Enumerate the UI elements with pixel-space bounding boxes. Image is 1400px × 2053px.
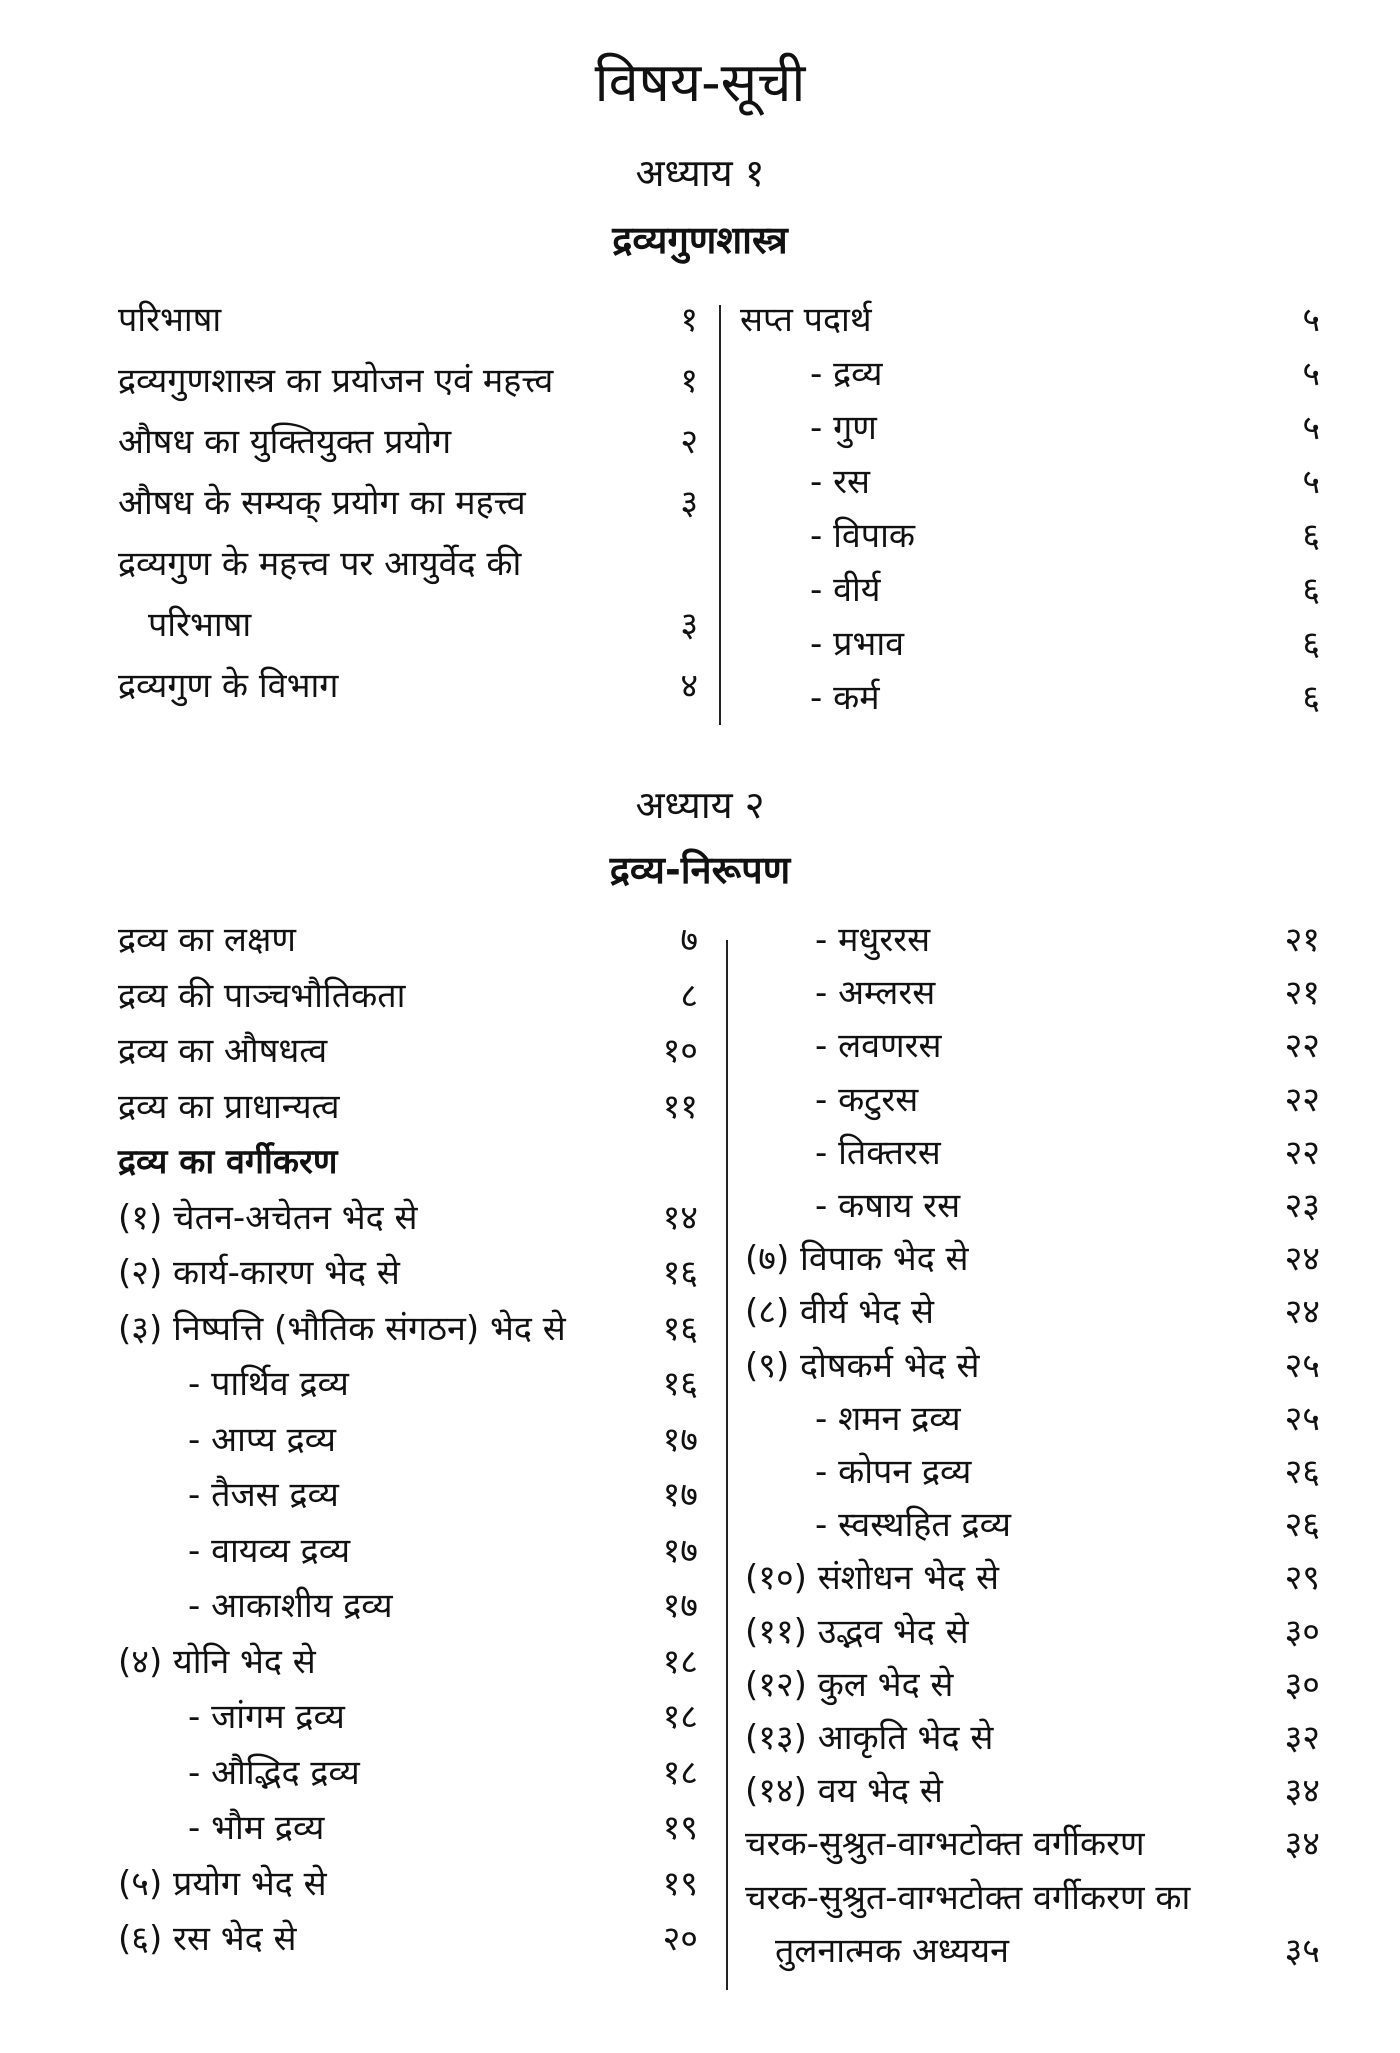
chapter-2-column-divider xyxy=(726,940,728,1990)
toc-entry xyxy=(118,1857,698,1911)
toc-entry-page: २६ xyxy=(1284,1505,1320,1546)
chapter-1-right-column xyxy=(740,293,1320,733)
toc-entry-page: ३४ xyxy=(1284,1771,1320,1812)
toc-entry-title: - विपाक xyxy=(810,516,916,556)
toc-entry xyxy=(118,1080,698,1134)
toc-entry-title: द्रव्य की पाञ्चभौतिकता xyxy=(118,975,406,1016)
toc-entry xyxy=(118,1357,698,1411)
toc-entry-page: १४ xyxy=(662,1197,698,1238)
toc-entry-title: - गुण xyxy=(810,408,877,448)
toc-entry-title: (११) उद्भव भेद से xyxy=(745,1611,969,1652)
toc-entry-page: २४ xyxy=(1284,1239,1320,1280)
toc-entry xyxy=(745,1285,1320,1339)
toc-entry-page: २२ xyxy=(1284,1026,1320,1067)
toc-entry-title: - आकाशीय द्रव्य xyxy=(188,1586,393,1626)
toc-entry-page: १८ xyxy=(662,1752,698,1793)
toc-entry xyxy=(745,1179,1320,1233)
toc-entry-title: - वीर्य xyxy=(810,570,881,610)
toc-entry-title: (२) कार्य-कारण भेद से xyxy=(118,1253,400,1293)
toc-entry-title: (४) योनि भेद से xyxy=(118,1641,316,1682)
toc-entry-page: ३ xyxy=(680,605,698,645)
toc-entry xyxy=(118,1135,698,1189)
toc-entry-page: ६ xyxy=(1302,516,1320,556)
toc-entry xyxy=(745,913,1320,967)
toc-entry xyxy=(118,1524,698,1578)
toc-entry-page: २१ xyxy=(1284,920,1320,960)
toc-entry xyxy=(118,1912,698,1966)
toc-entry-title: (८) वीर्य भेद से xyxy=(745,1292,935,1333)
toc-entry-title: - आप्य द्रव्य xyxy=(188,1419,336,1460)
toc-entry-page: १९ xyxy=(662,1863,698,1904)
toc-entry-page: २१ xyxy=(1284,973,1320,1014)
toc-entry-page: ७ xyxy=(680,920,698,960)
toc-entry-page: २ xyxy=(680,422,698,462)
toc-entry-page: ६ xyxy=(1302,570,1320,610)
toc-entry-page: १० xyxy=(662,1031,698,1071)
toc-entry xyxy=(740,617,1320,671)
toc-entry xyxy=(745,1126,1320,1180)
toc-entry-page: ११ xyxy=(662,1086,698,1127)
page-title: विषय-सूची xyxy=(594,51,806,114)
toc-entry-title: (३) निष्पत्ति (भौतिक संगठन) भेद से xyxy=(118,1308,566,1349)
toc-entry-page: २३ xyxy=(1284,1186,1320,1226)
toc-entry xyxy=(118,659,698,713)
toc-entry-page: २० xyxy=(662,1919,698,1959)
toc-entry-title: - वायव्य द्रव्य xyxy=(188,1530,351,1571)
toc-entry-title: - रस xyxy=(810,462,870,502)
toc-entry-title: - पार्थिव द्रव्य xyxy=(188,1364,349,1404)
toc-entry-page: २२ xyxy=(1284,1132,1320,1173)
toc-entry xyxy=(745,1605,1320,1659)
toc-entry xyxy=(745,1392,1320,1446)
toc-entry xyxy=(745,1871,1320,1925)
toc-entry xyxy=(740,671,1320,725)
toc-entry xyxy=(740,401,1320,455)
toc-entry-title: (६) रस भेद से xyxy=(118,1919,297,1959)
toc-entry-page: ३० xyxy=(1284,1611,1320,1652)
toc-entry-title: द्रव्य का औषधत्व xyxy=(118,1031,328,1071)
toc-entry-title: - द्रव्य xyxy=(810,354,883,394)
chapter-1-column-divider xyxy=(719,305,721,725)
toc-entry xyxy=(118,1246,698,1300)
toc-entry-title: - लवणरस xyxy=(815,1026,942,1067)
toc-entry xyxy=(118,598,698,652)
toc-entry xyxy=(118,1579,698,1633)
toc-entry xyxy=(118,537,698,591)
toc-entry-page: ५ xyxy=(1302,300,1320,340)
toc-entry xyxy=(118,1191,698,1245)
toc-entry-title: - कटुरस xyxy=(815,1079,919,1120)
chapter-1-label: अध्याय १ xyxy=(635,151,765,195)
toc-entry-title: द्रव्यगुणशास्त्र का प्रयोजन एवं महत्त्व xyxy=(118,361,554,401)
toc-entry-page: १६ xyxy=(662,1364,698,1404)
toc-entry-page: ३४ xyxy=(1284,1824,1320,1865)
toc-entry-title: - स्वस्थहित द्रव्य xyxy=(815,1505,1011,1546)
toc-entry-title: (७) विपाक भेद से xyxy=(745,1239,969,1280)
toc-entry xyxy=(740,563,1320,617)
toc-entry-page: ५ xyxy=(1302,354,1320,394)
toc-entry xyxy=(118,1801,698,1855)
toc-entry xyxy=(118,1746,698,1800)
chapter-1-title: द्रव्यगुणशास्त्र xyxy=(612,218,788,262)
toc-entry-page: २५ xyxy=(1284,1345,1320,1386)
toc-entry-title: द्रव्य का लक्षण xyxy=(118,920,296,960)
toc-entry-title: (१४) वय भेद से xyxy=(745,1771,943,1812)
toc-entry-page: ३५ xyxy=(1284,1930,1320,1971)
toc-entry xyxy=(740,509,1320,563)
toc-entry xyxy=(118,1413,698,1467)
toc-entry-page: ३० xyxy=(1284,1664,1320,1705)
toc-entry-page: १७ xyxy=(662,1475,698,1515)
toc-entry-title: परिभाषा xyxy=(148,605,252,645)
toc-entry xyxy=(745,1764,1320,1818)
toc-entry xyxy=(745,966,1320,1020)
toc-entry-page: ६ xyxy=(1302,678,1320,718)
toc-entry xyxy=(118,1690,698,1744)
toc-entry-page: १७ xyxy=(662,1530,698,1571)
toc-entry-page: २६ xyxy=(1284,1452,1320,1492)
toc-entry-title: (१२) कुल भेद से xyxy=(745,1664,954,1705)
toc-entry-title: द्रव्य का प्राधान्यत्व xyxy=(118,1086,340,1127)
toc-entry xyxy=(740,455,1320,509)
toc-entry-title: द्रव्य का वर्गीकरण xyxy=(118,1142,338,1182)
toc-entry-title: - कोपन द्रव्य xyxy=(815,1452,972,1492)
toc-entry-page: १८ xyxy=(662,1697,698,1737)
toc-entry xyxy=(745,1498,1320,1552)
toc-entry xyxy=(745,1551,1320,1605)
toc-entry-title: चरक-सुश्रुत-वाग्भटोक्त वर्गीकरण का xyxy=(745,1877,1191,1918)
toc-entry xyxy=(745,1711,1320,1765)
toc-entry xyxy=(118,293,698,347)
toc-entry-title: - औद्भिद द्रव्य xyxy=(188,1752,360,1793)
toc-entry-page: १८ xyxy=(662,1641,698,1682)
toc-entry xyxy=(118,354,698,408)
toc-entry xyxy=(745,1232,1320,1286)
toc-entry-page: १ xyxy=(680,300,698,340)
toc-entry xyxy=(740,347,1320,401)
toc-entry-title: - जांगम द्रव्य xyxy=(188,1697,345,1737)
toc-entry xyxy=(745,1658,1320,1712)
toc-entry xyxy=(745,1073,1320,1127)
toc-entry-page: १७ xyxy=(662,1419,698,1460)
toc-entry-title: (१३) आकृति भेद से xyxy=(745,1718,994,1758)
toc-entry-page: १७ xyxy=(662,1586,698,1626)
toc-entry-page: १ xyxy=(680,361,698,401)
chapter-2-left-column xyxy=(118,913,698,1973)
toc-entry-title: औषध का युक्तियुक्त प्रयोग xyxy=(118,422,452,462)
toc-entry-title: सप्त पदार्थ xyxy=(740,300,872,340)
toc-entry xyxy=(745,1817,1320,1871)
toc-entry-title: - मधुररस xyxy=(815,920,931,960)
toc-entry-title: परिभाषा xyxy=(118,300,222,340)
toc-entry-page: १९ xyxy=(662,1808,698,1848)
toc-entry-title: - कर्म xyxy=(810,678,880,718)
toc-entry xyxy=(118,476,698,530)
toc-entry-page: २९ xyxy=(1284,1558,1320,1599)
toc-entry-title: (९) दोषकर्म भेद से xyxy=(745,1345,980,1386)
toc-entry-title: - तिक्तरस xyxy=(815,1132,941,1173)
toc-entry-page: ४ xyxy=(680,666,698,706)
toc-entry-title: औषध के सम्यक् प्रयोग का महत्त्व xyxy=(118,483,526,523)
toc-entry-page: २५ xyxy=(1284,1398,1320,1439)
toc-entry-page: ८ xyxy=(680,975,698,1016)
chapter-2-title: द्रव्य-निरूपण xyxy=(609,848,791,892)
toc-entry-title: - शमन द्रव्य xyxy=(815,1398,961,1439)
toc-entry-title: - अम्लरस xyxy=(815,973,936,1014)
toc-entry-title: - प्रभाव xyxy=(810,624,905,664)
toc-entry xyxy=(118,415,698,469)
toc-entry-title: (१०) संशोधन भेद से xyxy=(745,1558,999,1599)
toc-entry-title: चरक-सुश्रुत-वाग्भटोक्त वर्गीकरण xyxy=(745,1824,1145,1865)
toc-entry-title: - कषाय रस xyxy=(815,1186,961,1226)
chapter-2-right-column xyxy=(745,913,1320,1973)
toc-entry-page: ३ xyxy=(680,483,698,523)
toc-entry xyxy=(118,1635,698,1689)
toc-entry xyxy=(745,1339,1320,1393)
toc-entry-page: २४ xyxy=(1284,1292,1320,1333)
chapter-2-label: अध्याय २ xyxy=(635,783,765,827)
toc-entry-title: - भौम द्रव्य xyxy=(188,1808,325,1848)
toc-entry xyxy=(118,913,698,967)
toc-entry-page: ५ xyxy=(1302,462,1320,502)
toc-entry-title: द्रव्यगुण के महत्त्व पर आयुर्वेद की xyxy=(118,544,522,584)
toc-entry xyxy=(740,293,1320,347)
toc-entry xyxy=(745,1445,1320,1499)
toc-entry-title: द्रव्यगुण के विभाग xyxy=(118,666,339,706)
toc-entry-title: (१) चेतन-अचेतन भेद से xyxy=(118,1197,418,1238)
toc-entry xyxy=(118,1468,698,1522)
toc-entry-page: १६ xyxy=(662,1308,698,1349)
toc-entry-page: ६ xyxy=(1302,624,1320,664)
toc-entry-page: १६ xyxy=(662,1253,698,1293)
toc-entry xyxy=(118,969,698,1023)
toc-entry xyxy=(745,1924,1320,1978)
toc-entry xyxy=(745,1019,1320,1073)
toc-entry-title: (५) प्रयोग भेद से xyxy=(118,1863,327,1904)
toc-entry-page: ५ xyxy=(1302,408,1320,448)
toc-entry-title: तुलनात्मक अध्ययन xyxy=(775,1930,1009,1971)
chapter-1-left-column xyxy=(118,293,698,733)
toc-entry-title: - तैजस द्रव्य xyxy=(188,1475,339,1515)
toc-entry-page: २२ xyxy=(1284,1079,1320,1120)
toc-entry xyxy=(118,1024,698,1078)
toc-entry-page: ३२ xyxy=(1284,1718,1320,1758)
toc-entry xyxy=(118,1302,698,1356)
